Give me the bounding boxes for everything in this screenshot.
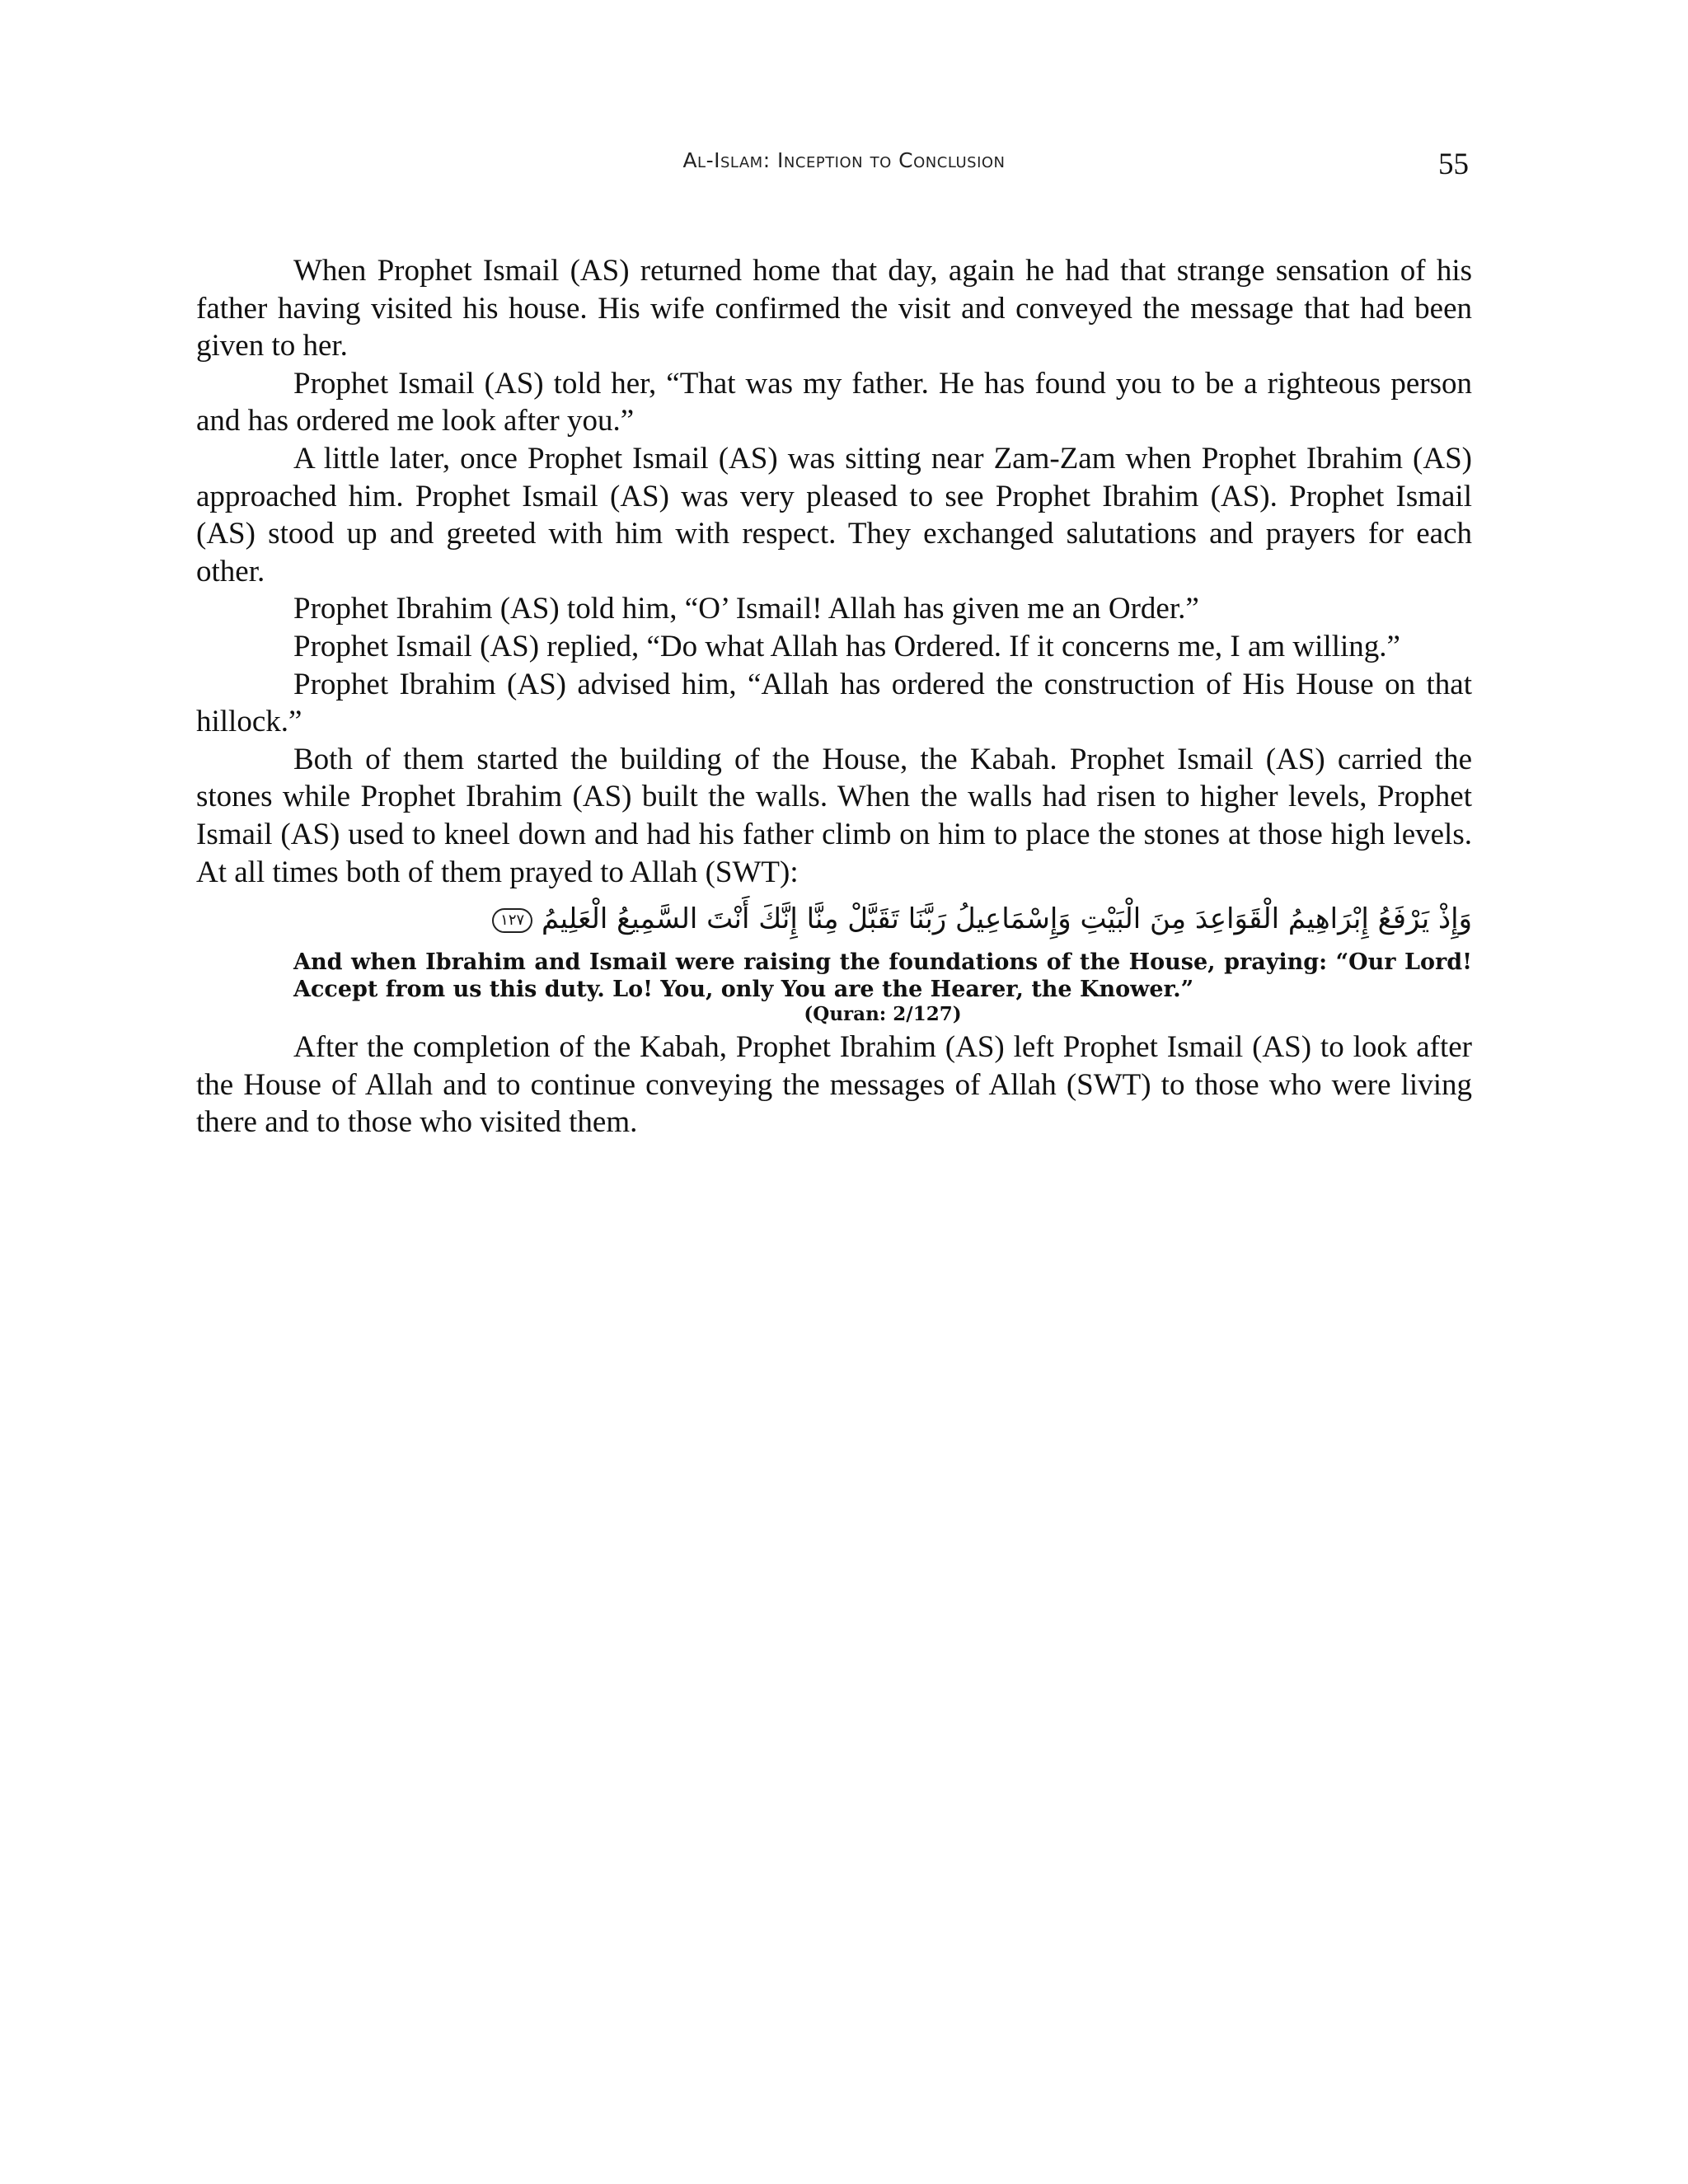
- running-title: Al-Islam: Inception to Conclusion: [682, 148, 1006, 172]
- verse-citation: (Quran: 2/127): [804, 1003, 962, 1026]
- page-number: 55: [1438, 148, 1469, 181]
- body-text: [196, 252, 1472, 1141]
- running-header: [0, 147, 1688, 196]
- paragraph: Prophet Ismail (AS) told her, “That was my father. He has found you to be a righteous person and has ordered me look after you.”: [196, 366, 1472, 438]
- paragraph: When Prophet Ismail (AS) returned home that day, again he had that strange sensation of his father having visited his house. His wife confirmed the visit and conveyed the message that had been given to her.: [196, 254, 1472, 363]
- arabic-verse-text: وَإِذْ يَرْفَعُ إِبْرَاهِيمُ الْقَوَاعِدَ مِنَ الْبَيْتِ وَإِسْمَاعِيلُ رَبَّنَا تَقَبَّلْ مِنَّا إِنَّكَ أَنْتَ السَّمِيعُ الْعَلِيمُ: [542, 902, 1472, 936]
- arabic-verse: [196, 898, 1472, 940]
- verse-translation: And when Ibrahim and Ismail were raising the foundations of the House, praying: “Our Lord! Accept from us this duty. Lo! You, only You are the Hearer, the Knower.”: [293, 949, 1472, 1003]
- paragraph: Prophet Ismail (AS) replied, “Do what Allah has Ordered. If it concerns me, I am willing.”: [293, 629, 1400, 663]
- paragraph: Prophet Ibrahim (AS) advised him, “Allah has ordered the construction of His House on that hillock.”: [196, 667, 1472, 739]
- verse-number-mark: ١٢٧: [492, 908, 532, 933]
- paragraph: Both of them started the building of the House, the Kabah. Prophet Ismail (AS) carried the stones while Prophet Ibrahim (AS) built the walls. When the walls had risen to higher levels, Prophet Ismail (AS) used to kneel down and had his father climb on him to place the stones at those high levels. At all times both of them prayed to Allah (SWT):: [196, 742, 1472, 889]
- paragraph: A little later, once Prophet Ismail (AS) was sitting near Zam-Zam when Prophet Ibrahim (AS) approached him. Prophet Ismail (AS) was very pleased to see Prophet Ibrahim (AS). Prophet Ismail (AS) stood up and greeted with him with respect. They exchanged salutations and prayers for each other.: [196, 441, 1472, 588]
- paragraph: Prophet Ibrahim (AS) told him, “O’ Ismail! Allah has given me an Order.”: [293, 592, 1199, 626]
- paragraph: After the completion of the Kabah, Prophet Ibrahim (AS) left Prophet Ismail (AS) to look after the House of Allah and to continue conveying the messages of Allah (SWT) to those who were living there and to those who visited them.: [196, 1030, 1472, 1140]
